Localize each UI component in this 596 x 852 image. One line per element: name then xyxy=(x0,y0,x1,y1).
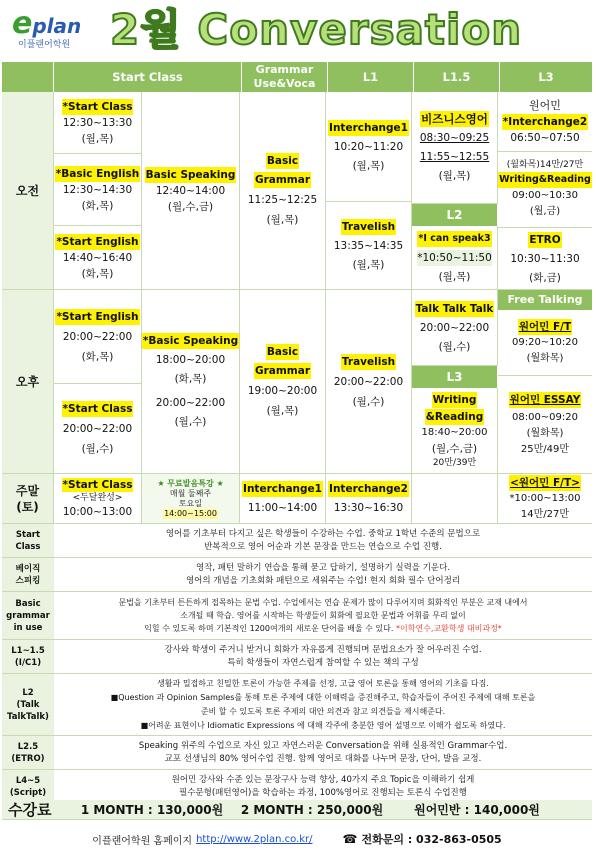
course-name: *Start English xyxy=(56,310,139,323)
afternoon-basic-grammar xyxy=(240,290,326,474)
weekend-interchange1 xyxy=(240,474,326,524)
course-name: Talk Talk Talk xyxy=(415,302,494,315)
course-days: (화,목) xyxy=(81,199,114,212)
afternoon-writing-reading xyxy=(412,388,498,474)
description-line: 영작, 패턴 말하기 연습을 통해 묻고 답하기, 설명하기 실력을 기운다. xyxy=(195,562,451,573)
footer xyxy=(2,830,592,848)
course-days: (월,수) xyxy=(81,442,114,455)
description-text xyxy=(54,558,592,592)
course-days-1: (화,목) xyxy=(174,373,207,385)
description-line: ■어려운 표현이나 Idiomatic Expressions 에 대해 각주에 충분한 영어 설명으로 이해가 쉽도록 하였다. xyxy=(140,720,506,730)
course-name: ETRO xyxy=(529,233,561,246)
fee-1-month: 1 MONTH : 130,000원 xyxy=(80,803,224,817)
free-line-2: 토요일 xyxy=(178,498,203,508)
description-text xyxy=(54,736,592,770)
free-time: 14:00~15:00 xyxy=(164,508,217,518)
course-name-1: Writing xyxy=(432,393,477,406)
description-text xyxy=(54,674,592,736)
afternoon-travelish xyxy=(326,290,412,474)
course-name: *Start Class xyxy=(62,402,133,415)
weekend-native-free-talk xyxy=(498,474,592,524)
weekend-free-pronunciation xyxy=(142,474,240,524)
course-name: Basic Speaking xyxy=(145,168,236,181)
label-morning: 오전 xyxy=(2,92,54,290)
l3-label: L3 xyxy=(412,366,498,388)
l2-label: L2 xyxy=(412,204,498,226)
logo-plan: plan xyxy=(32,14,82,38)
description-line: 반복적으로 영어 어순과 기본 문장을 만드는 연습으로 수업 진행. xyxy=(204,541,442,552)
description-label: L2.5 (ETRO) xyxy=(2,736,54,770)
logo-e: e xyxy=(12,6,33,41)
course-days: (월,수) xyxy=(352,395,385,408)
description-label: 베이직 스피킹 xyxy=(2,558,54,592)
course-name-1: Basic xyxy=(266,155,299,167)
course-note: <두달완성> xyxy=(72,493,123,503)
course-days: (월,목) xyxy=(266,405,299,417)
description-row xyxy=(2,558,592,592)
logo xyxy=(12,6,92,52)
course-note: (월화목)14만/27만 xyxy=(506,160,584,170)
footer-phone: 전화문의 : 032-863-0505 xyxy=(361,833,502,846)
morning-writing-reading xyxy=(498,152,592,228)
course-days: (화,금) xyxy=(529,271,561,284)
afternoon-basic-speaking xyxy=(142,290,240,474)
course-name: Travelish xyxy=(341,220,396,233)
course-days: (월,수) xyxy=(438,340,471,353)
course-time: *10:50~11:50 xyxy=(417,251,492,264)
description-line: Speaking 위주의 수업으로 자신 있고 자연스러운 Conversation을 위해 실용적인 Grammar수업. xyxy=(138,740,508,751)
course-time: 13:30~16:30 xyxy=(333,502,404,514)
description-line: 소개될 때 학습. 영어를 시작하는 학생들이 회화에 필요한 문법과 어휘를 무리 없이 xyxy=(180,611,466,620)
footer-site-label: 이플랜어학원 홈페이지 xyxy=(92,835,193,847)
course-days: (월,목) xyxy=(266,214,299,226)
description-row xyxy=(2,524,592,558)
page-title: 2월 Conversation xyxy=(110,5,523,54)
label-weekend: 주말 (토) xyxy=(2,474,54,524)
logo-subtitle: 이플랜어학원 xyxy=(18,40,71,50)
morning-basic-speaking xyxy=(142,92,240,290)
course-time: 13:35~14:35 xyxy=(333,239,404,252)
description-label: Basic grammar in use xyxy=(2,592,54,640)
free-title: ★ 무료발음특강 ★ xyxy=(157,478,224,488)
header-empty xyxy=(2,62,54,92)
description-line: 필수문형(패턴영어)을 학습하는 과정, 100%영어로 진행되는 토론식 수업진행 xyxy=(179,787,467,798)
header-l15: L1.5 xyxy=(414,62,500,92)
afternoon-talk-talk-talk xyxy=(412,290,498,366)
morning-basic-english xyxy=(54,154,142,226)
morning-basic-grammar xyxy=(240,92,326,290)
header-l1: L1 xyxy=(328,62,414,92)
course-name-1: Basic xyxy=(266,346,299,358)
description-line: 교포 선생님의 80% 영어수업 진행. 함께 영어로 대화를 나누며 문장, 단어, 발음 교정. xyxy=(164,753,482,764)
course-price: 20만/39만 xyxy=(432,457,477,468)
header-l3: L3 xyxy=(500,62,592,92)
course-time: 20:00~22:00 xyxy=(62,422,133,435)
course-time: 19:00~20:00 xyxy=(247,385,318,397)
course-name: *Basic Speaking xyxy=(142,335,239,347)
course-days: (월,수,금) xyxy=(431,442,478,455)
course-name-1: 원어민 xyxy=(529,98,561,112)
course-time: 18:40~20:00 xyxy=(421,426,488,438)
course-time: 20:00~22:00 xyxy=(62,330,133,343)
course-name-2: Grammar xyxy=(254,174,311,186)
course-days: (월화목) xyxy=(526,427,564,439)
description-text xyxy=(54,524,592,558)
course-time-2: 11:55~12:55 xyxy=(419,151,490,163)
fee-native: 원어민반 : 140,000원 xyxy=(414,803,540,817)
fee-label: 수강료 xyxy=(8,801,52,819)
header-start-class: Start Class xyxy=(54,62,242,92)
description-row xyxy=(2,736,592,770)
course-days: (월,수,금) xyxy=(167,200,214,213)
course-name: *I can speak3 xyxy=(417,231,491,247)
course-days: (월화목) xyxy=(526,352,564,364)
course-days: (화,목) xyxy=(81,350,114,363)
course-name-2: Grammar xyxy=(254,365,311,377)
description-line: 영어의 개념을 기초회화 패턴으로 세워주는 수업! 현지 회화 필수 단어정리 xyxy=(185,575,461,586)
morning-start-english xyxy=(54,226,142,290)
course-name-2: &Reading xyxy=(425,410,484,423)
course-name: Interchange1 xyxy=(329,121,408,134)
course-days: (월,목) xyxy=(352,258,385,271)
course-days: (월,목) xyxy=(352,159,385,172)
morning-travelish xyxy=(326,202,412,290)
morning-interchange1 xyxy=(326,92,412,202)
afternoon-native-free-talk xyxy=(498,310,592,376)
course-time: 09:20~10:20 xyxy=(511,336,578,348)
description-line xyxy=(144,622,502,635)
description-line: 영어를 기초부터 다지고 싶은 학생들이 수강하는 수업. 중학교 1학년 수준의 문법으로 xyxy=(165,528,481,539)
course-days: (월,목) xyxy=(438,170,471,182)
course-name: *Start Class xyxy=(62,479,133,491)
course-name: 비즈니스영어 xyxy=(421,112,488,126)
course-name: 원어민 ESSAY xyxy=(509,393,581,406)
course-price: 25만/49만 xyxy=(520,443,570,455)
free-line-1: 매월 둘째주 xyxy=(169,488,212,498)
course-name: 원어민 F/T xyxy=(518,320,572,333)
course-days-2: (월,수) xyxy=(174,416,207,428)
header-grammar xyxy=(242,62,328,92)
course-price: 14만/27만 xyxy=(520,508,570,520)
description-row xyxy=(2,674,592,736)
weekend-start-class xyxy=(54,474,142,524)
morning-etro xyxy=(498,228,592,290)
course-time: 20:00~22:00 xyxy=(419,321,490,334)
course-days: (월,목) xyxy=(438,270,471,283)
description-line: 준비 할 수 있도록 토론 주제의 대안 의견과 참고 의견들을 제시해준다. xyxy=(200,706,446,716)
course-name-2: *Interchange2 xyxy=(502,115,588,128)
course-time: 12:30~13:30 xyxy=(62,116,133,129)
fee-2-month: 2 MONTH : 250,000원 xyxy=(240,803,384,817)
course-days: (화,목) xyxy=(81,267,114,280)
description-row xyxy=(2,640,592,674)
course-time: 14:40~16:40 xyxy=(62,251,133,264)
weekend-interchange2 xyxy=(326,474,412,524)
morning-start-class xyxy=(54,92,142,154)
course-time: 10:20~11:20 xyxy=(333,140,404,153)
course-time: *10:00~13:00 xyxy=(509,492,581,504)
course-time: 08:00~09:20 xyxy=(511,411,578,423)
header-grammar-label: Grammar Use&Voca xyxy=(253,63,316,90)
course-time: 20:00~22:00 xyxy=(333,375,404,388)
afternoon-start-english xyxy=(54,290,142,384)
description-row xyxy=(2,592,592,640)
morning-business-english xyxy=(412,92,498,204)
course-name: *Basic English xyxy=(55,167,140,180)
description-label: L2 (Talk TalkTalk) xyxy=(2,674,54,736)
morning-native-interchange2 xyxy=(498,92,592,152)
description-line: 생활과 밀접하고 친밀한 토론이 가능한 주제를 선정, 고급 영어 토론을 통해 영어의 기초를 다짐. xyxy=(157,678,489,688)
description-label: Start Class xyxy=(2,524,54,558)
description-line: 특히 학생들이 자연스럽게 참여할 수 있는 책의 구성 xyxy=(227,657,419,668)
course-time: 10:00~13:00 xyxy=(62,506,133,518)
course-name: Interchange1 xyxy=(243,483,322,495)
phone-icon: ☎ xyxy=(342,832,358,846)
fee-row xyxy=(2,800,592,820)
course-name: *Start English xyxy=(56,235,139,248)
course-time: 06:50~07:50 xyxy=(510,131,580,144)
course-days: (월,금) xyxy=(529,206,561,217)
description-label: L1~1.5 (I/C1) xyxy=(2,640,54,674)
description-red-note: *이학연수,교환학생 대비과정* xyxy=(395,624,502,633)
morning-i-can-speak xyxy=(412,226,498,290)
description-line: 문법을 기초부터 튼튼하게 접목하는 문법 수업. 수업에서는 연습 문제가 많이 다루어지며 회화적인 부분은 교재 내에서 xyxy=(118,598,528,607)
description-label: L4~5 (Script) xyxy=(2,770,54,804)
course-time: 11:00~14:00 xyxy=(247,502,318,514)
description-text xyxy=(54,640,592,674)
course-time: 12:30~14:30 xyxy=(62,183,133,196)
footer-url[interactable]: http://www.2plan.co.kr/ xyxy=(196,833,313,845)
description-text xyxy=(54,592,592,640)
course-time-2: 20:00~22:00 xyxy=(155,397,226,409)
description-table xyxy=(2,524,592,804)
description-row xyxy=(2,770,592,804)
course-name: Interchange2 xyxy=(329,483,408,495)
course-days: (월,목) xyxy=(81,132,114,145)
label-afternoon: 오후 xyxy=(2,290,54,474)
course-time-1: 08:30~09:25 xyxy=(419,132,490,144)
course-time-1: 18:00~20:00 xyxy=(155,354,226,366)
description-text xyxy=(54,770,592,804)
course-time: 11:25~12:25 xyxy=(247,194,318,206)
course-time: 09:00~10:30 xyxy=(511,190,578,201)
afternoon-native-essay xyxy=(498,376,592,474)
description-line-text: 익힐 수 있도록 하며 기본적인 1200여개의 새로운 단어를 배울 수 있다. xyxy=(144,624,394,633)
description-line: 원어민 강사와 수준 있는 문장구사 능력 향상, 40가지 주요 Topic을 이해하기 쉽게 xyxy=(171,774,475,785)
course-name: Travelish xyxy=(341,355,396,368)
free-talking-label: Free Talking xyxy=(498,290,592,310)
description-line: ■Question 과 Opinion Samples를 통해 토론 주제에 대한 이해력을 증진해주고, 학습자들이 주어진 주제에 대해 토론을 xyxy=(110,692,536,702)
description-line: 강사와 학생이 주거니 받거니 회화가 자유롭게 진행되며 문법요소가 잘 어우러진 수업. xyxy=(164,644,482,655)
course-name: Writing&Reading xyxy=(498,172,592,188)
weekend-empty xyxy=(412,474,498,524)
table-header xyxy=(2,62,592,92)
course-time: 10:30~11:30 xyxy=(510,252,580,265)
course-time: 12:40~14:00 xyxy=(155,184,226,197)
afternoon-start-class xyxy=(54,384,142,474)
course-name: <원어민 F/T> xyxy=(510,476,580,489)
course-name: *Start Class xyxy=(62,100,133,113)
